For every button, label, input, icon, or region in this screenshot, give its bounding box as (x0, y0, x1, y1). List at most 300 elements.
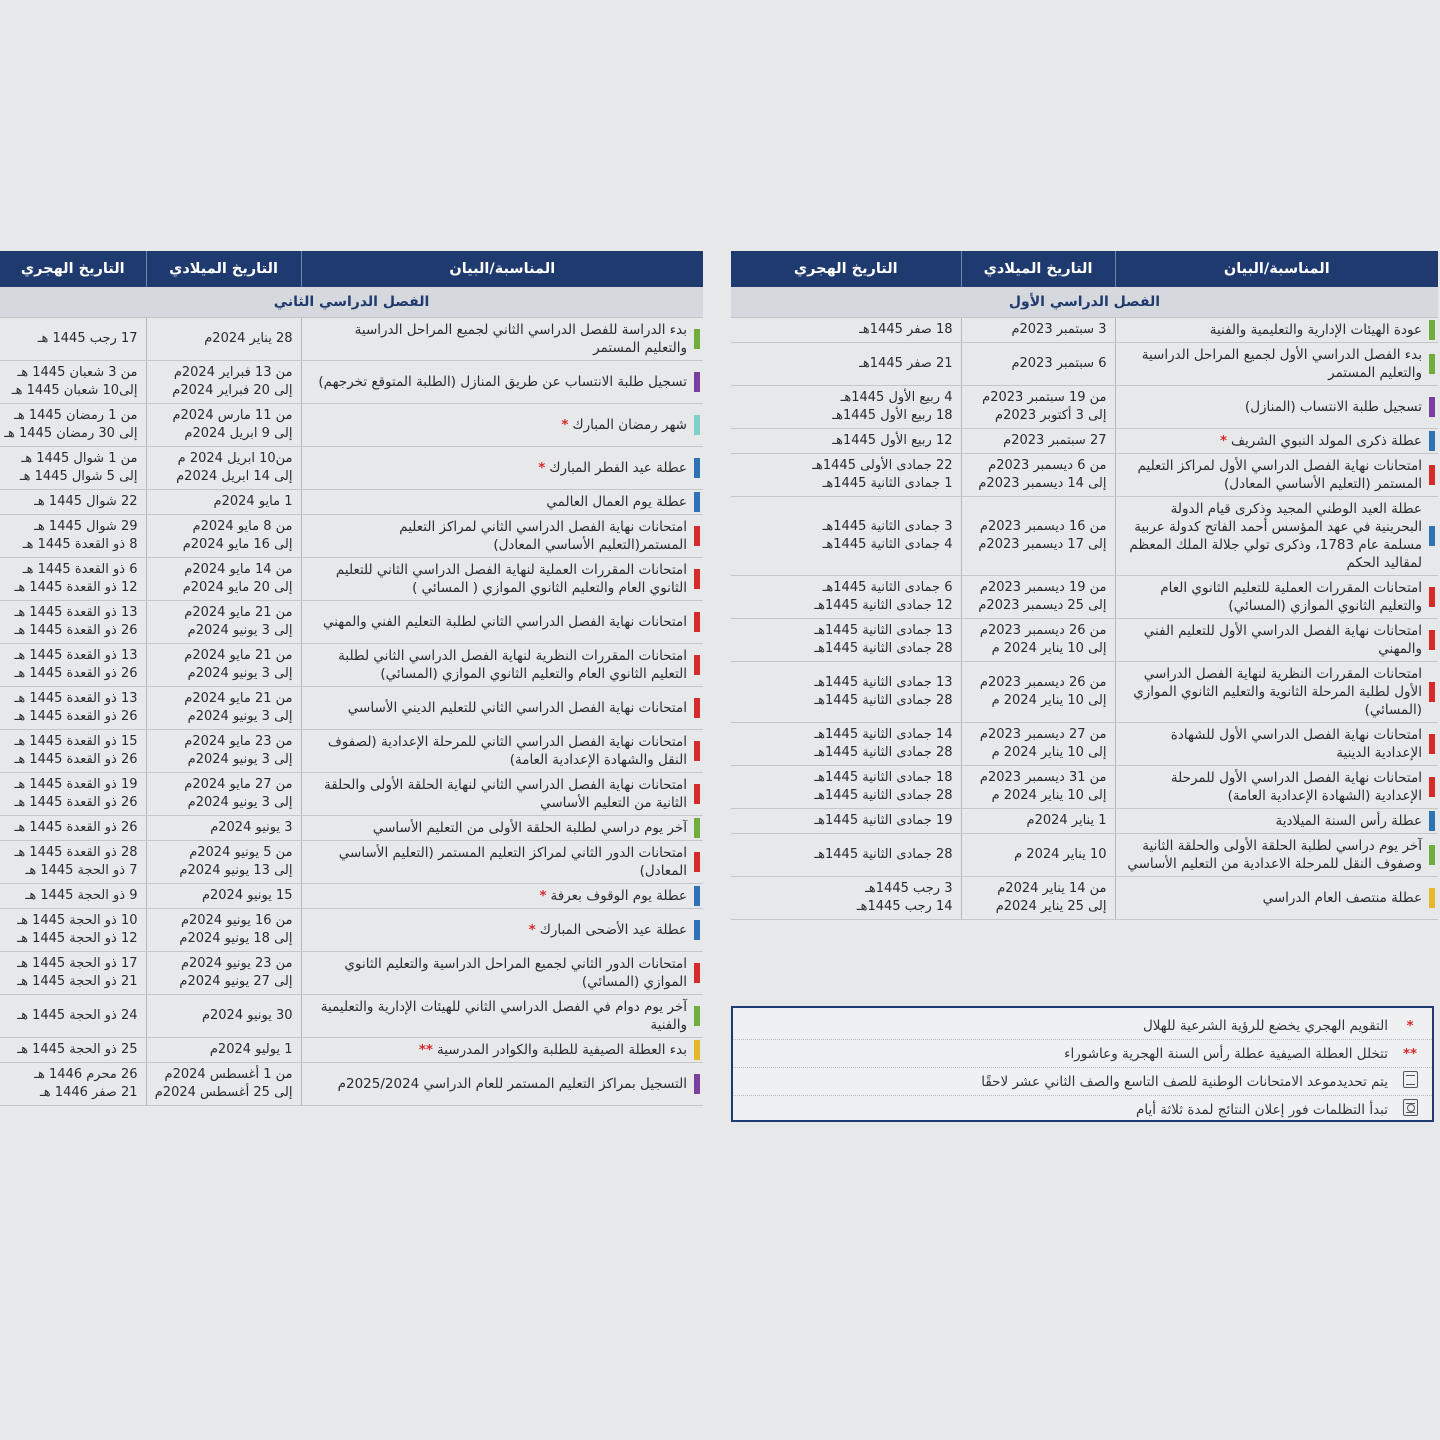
footnote-row (733, 1012, 1432, 1040)
hijri-date-cell (731, 619, 961, 662)
gregorian-date-cell (146, 909, 301, 952)
category-color-bar (694, 612, 700, 632)
event-cell (301, 361, 703, 404)
footnote-text: تبدأ التظلمات فور إعلان النتائج لمدة ثلاثة أيام (1136, 1101, 1388, 1118)
date-line: 3 رجب 1445هـ (865, 881, 953, 896)
event-text: شهر رمضان المبارك (572, 417, 687, 433)
table-header-row (731, 251, 1438, 287)
date-line: 10 يناير 2024 م (1014, 847, 1107, 862)
date-line: 26 محرم 1446 هـ (34, 1067, 138, 1082)
header-event: المناسبة/البيان (1115, 251, 1438, 287)
hijri-date-cell (0, 447, 146, 490)
hijri-date-cell (731, 343, 961, 386)
date-line: 12 جمادى الثانية 1445هـ (814, 598, 953, 613)
date-line: إلى 17 ديسمبر 2023م (978, 537, 1107, 552)
gregorian-date-cell (961, 834, 1115, 877)
table-row (0, 884, 703, 909)
table-row (731, 766, 1438, 809)
gregorian-date-cell (146, 841, 301, 884)
date-line: 15 ذو القعدة 1445 هـ (14, 734, 138, 749)
category-color-bar (694, 458, 700, 478)
date-line: 26 ذو القعدة 1445 هـ (14, 820, 138, 835)
semester1-table (731, 251, 1438, 920)
event-text: عطلة عيد الفطر المبارك (549, 460, 687, 476)
date-line: إلى 10 يناير 2024 م (991, 745, 1107, 760)
table-row (0, 447, 703, 490)
event-text: امتحانات نهاية الفصل الدراسي الثاني لمراكز التعليم المستمر(التعليم الأساسي المعادل) (399, 519, 687, 553)
date-line: 26 ذو القعدة 1445 هـ (14, 752, 138, 767)
event-text: تسجيل طلبة الانتساب (المنازل) (1244, 399, 1422, 415)
gregorian-date-cell (146, 773, 301, 816)
event-text: امتحانات نهاية الفصل الدراسي الثاني للتعليم الديني الأساسي (347, 700, 687, 716)
gregorian-date-cell (146, 816, 301, 841)
date-line: 15 يونيو 2024م (201, 888, 293, 903)
event-cell (301, 404, 703, 447)
gregorian-date-cell (961, 766, 1115, 809)
event-text: عطلة رأس السنة الميلادية (1275, 813, 1422, 829)
date-line: 26 ذو القعدة 1445 هـ (14, 795, 138, 810)
footnote-row (733, 1068, 1432, 1096)
event-cell (1115, 386, 1438, 429)
hijri-date-cell (731, 576, 961, 619)
date-line: 26 ذو القعدة 1445 هـ (14, 709, 138, 724)
event-cell (301, 515, 703, 558)
hijri-date-cell (0, 1038, 146, 1063)
exam-paper-icon (1403, 1071, 1418, 1088)
date-line: 13 ذو القعدة 1445 هـ (14, 605, 138, 620)
gregorian-date-cell (146, 730, 301, 773)
semester2-title: الفصل الدراسي الثاني (0, 287, 703, 318)
event-text: بدء الدراسة للفصل الدراسي الثاني لجميع المراحل الدراسية والتعليم المستمر (354, 322, 687, 356)
date-line: 12 ذو القعدة 1445 هـ (14, 580, 138, 595)
hijri-date-cell (0, 1063, 146, 1106)
semester2-table (0, 251, 703, 1106)
date-line: إلى10 شعبان 1445 هـ (11, 383, 138, 398)
gregorian-date-cell (146, 490, 301, 515)
category-color-bar (694, 784, 700, 804)
date-line: 4 ربيع الأول 1445هـ (840, 390, 953, 405)
date-line: من 3 شعبان 1445 هـ (17, 365, 138, 380)
table-row (0, 404, 703, 447)
date-line: من 13 فبراير 2024م (173, 365, 293, 380)
hijri-date-cell (0, 404, 146, 447)
category-color-bar (694, 1074, 700, 1094)
date-line: 28 يناير 2024م (204, 331, 293, 346)
event-text: امتحانات نهاية الفصل الدراسي الأول للتعليم الفني والمهني (1143, 623, 1422, 657)
date-line: إلى 20 مايو 2024م (182, 580, 293, 595)
section-row (0, 287, 703, 318)
date-line: 6 سبتمبر 2023م (1011, 356, 1107, 371)
date-line: إلى 18 يونيو 2024م (179, 931, 293, 946)
table-row (731, 429, 1438, 454)
event-cell (301, 1063, 703, 1106)
gregorian-date-cell (146, 1038, 301, 1063)
date-line: 1 يناير 2024م (1026, 813, 1107, 828)
table-row (731, 343, 1438, 386)
semester1-title: الفصل الدراسي الأول (731, 287, 1438, 318)
date-line: إلى 16 مايو 2024م (182, 537, 293, 552)
date-line: 1 جمادى الثانية 1445هـ (822, 476, 953, 491)
table-row (731, 386, 1438, 429)
event-text: امتحانات المقررات النظرية لنهاية الفصل الدراسي الثاني لطلبة التعليم الثانوي العام والتعليم الثانوي الموازي (المسائي) (338, 648, 687, 682)
gregorian-date-cell (146, 952, 301, 995)
date-line: إلى 3 يونيو 2024م (187, 752, 293, 767)
asterisk-mark: * (528, 922, 536, 938)
date-line: من 16 يونيو 2024م (180, 913, 293, 928)
date-line: إلى 27 يونيو 2024م (179, 974, 293, 989)
category-color-bar (1429, 845, 1435, 865)
date-line: من10 ابريل 2024 م (177, 451, 293, 466)
footnote-row (733, 1096, 1432, 1123)
table-header-row (0, 251, 703, 287)
date-line: 13 جمادى الثانية 1445هـ (814, 675, 953, 690)
gregorian-date-cell (146, 687, 301, 730)
footnote-text: يتم تحديدموعد الامتحانات الوطنية للصف التاسع والصف الثاني عشر لاحقًا (981, 1073, 1388, 1090)
category-color-bar (1429, 431, 1435, 451)
date-line: من 11 مارس 2024م (172, 408, 293, 423)
gregorian-date-cell (961, 429, 1115, 454)
date-line: 21 صفر 1446 هـ (40, 1085, 138, 1100)
event-text: بدء العطلة الصيفية للطلبة والكوادر المدرسية (436, 1042, 687, 1058)
date-line: إلى 10 يناير 2024 م (991, 788, 1107, 803)
table-row (0, 1063, 703, 1106)
date-line: 26 ذو القعدة 1445 هـ (14, 623, 138, 638)
category-color-bar (694, 526, 700, 546)
event-text: آخر يوم دراسي لطلبة الحلقة الأولى والحلقة الثانية وصفوف النقل للمرحلة الاعدادية من التعليم الأساسي (1127, 838, 1422, 872)
date-line: 18 جمادى الثانية 1445هـ (814, 770, 953, 785)
asterisk-mark: ** (418, 1042, 433, 1058)
category-color-bar (1429, 465, 1435, 485)
gregorian-date-cell (146, 404, 301, 447)
date-line: 28 جمادى الثانية 1445هـ (814, 693, 953, 708)
event-cell (301, 816, 703, 841)
category-color-bar (694, 886, 700, 906)
date-line: من 21 مايو 2024م (184, 691, 293, 706)
category-color-bar (694, 655, 700, 675)
hijri-date-cell (731, 834, 961, 877)
event-cell (301, 1038, 703, 1063)
event-cell (1115, 877, 1438, 920)
category-color-bar (694, 698, 700, 718)
table-row (0, 361, 703, 404)
hijri-date-cell (731, 318, 961, 343)
date-line: 7 ذو الحجة 1445 هـ (25, 863, 138, 878)
date-line: من 19 ديسمبر 2023م (979, 580, 1107, 595)
hijri-date-cell (0, 995, 146, 1038)
gregorian-date-cell (961, 386, 1115, 429)
date-line: إلى 9 ابريل 2024م (184, 426, 293, 441)
footnote-symbol (1388, 1099, 1432, 1120)
category-color-bar (1429, 320, 1435, 340)
event-text: امتحانات نهاية الفصل الدراسي الثاني للمرحلة الإعدادية (لصفوف النقل والشهادة الإعدادية العامة) (327, 734, 687, 768)
date-line: 1 يوليو 2024م (209, 1042, 293, 1057)
gregorian-date-cell (146, 318, 301, 361)
header-gregorian: التاريخ الميلادي (146, 251, 301, 287)
date-line: 6 جمادى الثانية 1445هـ (822, 580, 953, 595)
date-line: إلى 20 فبراير 2024م (172, 383, 293, 398)
table-row (0, 841, 703, 884)
table-row (731, 318, 1438, 343)
event-cell (301, 318, 703, 361)
date-line: إلى 10 يناير 2024 م (991, 693, 1107, 708)
event-cell (301, 687, 703, 730)
event-cell (1115, 429, 1438, 454)
event-text: آخر يوم دراسي لطلبة الحلقة الأولى من التعليم الأساسي (372, 820, 687, 836)
date-line: 1 مايو 2024م (213, 494, 293, 509)
hijri-date-cell (0, 952, 146, 995)
hijri-date-cell (0, 816, 146, 841)
table-row (0, 644, 703, 687)
date-line: 28 جمادى الثانية 1445هـ (814, 641, 953, 656)
gregorian-date-cell (961, 576, 1115, 619)
table-row (0, 773, 703, 816)
footnote-row (733, 1040, 1432, 1068)
date-line: من 21 مايو 2024م (184, 605, 293, 620)
gregorian-date-cell (961, 877, 1115, 920)
table-row (0, 318, 703, 361)
date-line: إلى 14 ابريل 2024م (176, 469, 293, 484)
event-text: عطلة العيد الوطني المجيد وذكرى قيام الدولة البحرينية في عهد المؤسس أحمد الفاتح كدولة عربية مسلمة عام 1783، وذكرى تولي جلالة الملك المعظم لمقاليد الحكم (1129, 501, 1422, 571)
hijri-date-cell (0, 601, 146, 644)
table-row (0, 816, 703, 841)
date-line: 28 جمادى الثانية 1445هـ (814, 847, 953, 862)
gregorian-date-cell (146, 361, 301, 404)
gregorian-date-cell (961, 723, 1115, 766)
hijri-date-cell (0, 515, 146, 558)
event-text: عطلة يوم الوقوف بعرفة (550, 888, 687, 904)
event-text: امتحانات نهاية الفصل الدراسي الأول للشهادة الإعدادية الدينية (1170, 727, 1422, 761)
event-cell (301, 773, 703, 816)
date-line: من 14 مايو 2024م (184, 562, 293, 577)
event-text: آخر يوم دوام في الفصل الدراسي الثاني للهيئات الإدارية والتعليمية والفنية (320, 999, 687, 1033)
footnote-text: تتخلل العطلة الصيفية عطلة رأس السنة الهجرية وعاشوراء (1064, 1045, 1388, 1062)
event-text: امتحانات الدور الثاني لجميع المراحل الدراسية والتعليم الثانوي الموازي (المسائي) (344, 956, 687, 990)
table-row (0, 515, 703, 558)
table-row (0, 730, 703, 773)
date-line: إلى 3 يونيو 2024م (187, 709, 293, 724)
table-row (0, 952, 703, 995)
event-text: امتحانات المقررات العملية لنهاية الفصل الدراسي الثاني للتعليم الثانوي العام والتعليم الثانوي الموازي ( المسائي ) (335, 562, 687, 596)
date-line: 21 ذو الحجة 1445 هـ (17, 974, 138, 989)
footnotes-box (731, 1006, 1434, 1122)
table-row (731, 809, 1438, 834)
date-line: من 27 مايو 2024م (184, 777, 293, 792)
section-row (731, 287, 1438, 318)
date-line: إلى 10 يناير 2024 م (991, 641, 1107, 656)
hijri-date-cell (0, 773, 146, 816)
hijri-date-cell (731, 877, 961, 920)
date-line: من 6 ديسمبر 2023م (988, 458, 1107, 473)
table-row (0, 909, 703, 952)
header-event: المناسبة/البيان (301, 251, 703, 287)
date-line: 18 صفر 1445هـ (859, 322, 953, 337)
date-line: 30 يونيو 2024م (201, 1008, 293, 1023)
footnote-symbol (1388, 1071, 1432, 1092)
date-line: 13 ذو القعدة 1445 هـ (14, 691, 138, 706)
hijri-date-cell (0, 909, 146, 952)
event-text: عودة الهيئات الإدارية والتعليمية والفنية (1209, 322, 1422, 338)
date-line: 4 جمادى الثانية 1445هـ (822, 537, 953, 552)
date-line: 28 جمادى الثانية 1445هـ (814, 745, 953, 760)
date-line: 12 ذو الحجة 1445 هـ (17, 931, 138, 946)
event-text: تسجيل طلبة الانتساب عن طريق المنازل (الطلبة المتوقع تخرجهم) (318, 374, 687, 390)
hijri-date-cell (0, 644, 146, 687)
event-text: امتحانات نهاية الفصل الدراسي الثاني لنهاية الحلقة الأولى والحلقة الثانية من التعليم الأساسي (324, 777, 687, 811)
event-text: التسجيل بمراكز التعليم المستمر للعام الدراسي 2025/2024م (337, 1076, 687, 1092)
category-color-bar (694, 569, 700, 589)
asterisk-mark: ** (1402, 1045, 1418, 1062)
category-color-bar (1429, 811, 1435, 831)
semester1-body (731, 287, 1438, 920)
gregorian-date-cell (961, 809, 1115, 834)
date-line: 10 ذو الحجة 1445 هـ (17, 913, 138, 928)
event-cell (1115, 809, 1438, 834)
gregorian-date-cell (961, 497, 1115, 576)
category-color-bar (1429, 397, 1435, 417)
event-cell (1115, 723, 1438, 766)
date-line: 3 جمادى الثانية 1445هـ (822, 519, 953, 534)
hijri-date-cell (731, 429, 961, 454)
event-text: امتحانات المقررات النظرية لنهاية الفصل الدراسي الأول لطلبة المرحلة الثانوية والتعليم الثانوي الموازي (المسائي) (1133, 666, 1422, 718)
event-cell (1115, 619, 1438, 662)
gregorian-date-cell (146, 884, 301, 909)
date-line: من 26 ديسمبر 2023م (979, 675, 1107, 690)
category-color-bar (694, 492, 700, 512)
hijri-date-cell (731, 497, 961, 576)
date-line: 22 جمادى الأولى 1445هـ (812, 458, 953, 473)
asterisk-mark: * (1219, 433, 1228, 449)
event-cell (1115, 318, 1438, 343)
event-cell (301, 490, 703, 515)
date-line: 3 يونيو 2024م (210, 820, 293, 835)
category-color-bar (694, 329, 700, 349)
table-row (0, 601, 703, 644)
date-line: 19 ذو القعدة 1445 هـ (14, 777, 138, 792)
table-row (731, 662, 1438, 723)
gregorian-date-cell (961, 454, 1115, 497)
table-row (0, 558, 703, 601)
event-cell (1115, 576, 1438, 619)
category-color-bar (694, 963, 700, 983)
date-line: 17 رجب 1445 هـ (37, 331, 138, 346)
date-line: إلى 3 يونيو 2024م (187, 795, 293, 810)
gregorian-date-cell (961, 318, 1115, 343)
event-text: عطلة ذكرى المولد النبوي الشريف (1231, 433, 1422, 449)
date-line: إلى 25 أغسطس 2024م (154, 1085, 293, 1100)
gregorian-date-cell (146, 558, 301, 601)
date-line: 22 شوال 1445 هـ (34, 494, 138, 509)
event-cell (301, 558, 703, 601)
gregorian-date-cell (146, 995, 301, 1038)
date-line: 3 سبتمبر 2023م (1011, 322, 1107, 337)
event-cell (1115, 497, 1438, 576)
date-line: إلى 5 شوال 1445 هـ (19, 469, 138, 484)
date-line: 26 ذو القعدة 1445 هـ (14, 666, 138, 681)
category-color-bar (1429, 682, 1435, 702)
date-line: 9 ذو الحجة 1445 هـ (25, 888, 138, 903)
event-cell (301, 730, 703, 773)
date-line: 27 سبتمبر 2023م (1003, 433, 1107, 448)
gregorian-date-cell (146, 601, 301, 644)
date-line: 12 ربيع الأول 1445هـ (832, 433, 953, 448)
gregorian-date-cell (146, 447, 301, 490)
category-color-bar (1429, 526, 1435, 546)
date-line: من 21 مايو 2024م (184, 648, 293, 663)
footnote-symbol (1388, 1018, 1432, 1034)
table-row (0, 995, 703, 1038)
event-cell (301, 644, 703, 687)
category-color-bar (694, 920, 700, 940)
category-color-bar (1429, 888, 1435, 908)
table-row (731, 454, 1438, 497)
hijri-date-cell (0, 841, 146, 884)
date-line: 28 ذو القعدة 1445 هـ (14, 845, 138, 860)
date-line: من 16 ديسمبر 2023م (979, 519, 1107, 534)
date-line: إلى 3 يونيو 2024م (187, 623, 293, 638)
event-text: عطلة يوم العمال العالمي (546, 494, 687, 510)
asterisk-mark: * (539, 888, 547, 904)
event-cell (301, 601, 703, 644)
category-color-bar (694, 1040, 700, 1060)
date-line: إلى 3 أكتوبر 2023م (995, 408, 1107, 423)
date-line: 8 ذو القعدة 1445 هـ (22, 537, 138, 552)
category-color-bar (694, 852, 700, 872)
date-line: 6 ذو القعدة 1445 هـ (22, 562, 138, 577)
date-line: 19 جمادى الثانية 1445هـ (814, 813, 953, 828)
date-line: 17 ذو الحجة 1445 هـ (17, 956, 138, 971)
footnote-text: التقويم الهجري يخضع للرؤية الشرعية للهلال (1142, 1017, 1388, 1034)
date-line: من 19 سبتمبر 2023م (982, 390, 1107, 405)
table-row (731, 723, 1438, 766)
gregorian-date-cell (146, 515, 301, 558)
event-cell (1115, 834, 1438, 877)
header-hijri: التاريخ الهجري (731, 251, 961, 287)
date-line: 18 ربيع الأول 1445هـ (832, 408, 953, 423)
hijri-date-cell (731, 386, 961, 429)
date-line: من 1 شوال 1445 هـ (21, 451, 138, 466)
category-color-bar (694, 415, 700, 435)
event-cell (1115, 766, 1438, 809)
date-line: إلى 30 رمضان 1445 هـ (4, 426, 138, 441)
date-line: من 31 ديسمبر 2023م (979, 770, 1107, 785)
event-cell (1115, 343, 1438, 386)
category-color-bar (1429, 354, 1435, 374)
event-cell (1115, 662, 1438, 723)
hijri-date-cell (0, 318, 146, 361)
category-color-bar (1429, 630, 1435, 650)
event-cell (301, 841, 703, 884)
event-text: امتحانات المقررات العملية للتعليم الثانوي العام والتعليم الثانوي الموازي (المسائي) (1160, 580, 1422, 614)
date-line: من 1 أغسطس 2024م (164, 1067, 293, 1082)
hijri-date-cell (0, 558, 146, 601)
hijri-date-cell (0, 361, 146, 404)
gregorian-date-cell (146, 1063, 301, 1106)
category-color-bar (1429, 587, 1435, 607)
hijri-date-cell (0, 490, 146, 515)
semester2-body (0, 287, 703, 1106)
hijri-date-cell (731, 809, 961, 834)
event-text: بدء الفصل الدراسي الأول لجميع المراحل الدراسية والتعليم المستمر (1141, 347, 1422, 381)
event-cell (1115, 454, 1438, 497)
date-line: 13 جمادى الثانية 1445هـ (814, 623, 953, 638)
date-line: 21 صفر 1445هـ (859, 356, 953, 371)
table-row (731, 877, 1438, 920)
asterisk-mark: * (538, 460, 546, 476)
event-text: عطلة عيد الأضحى المبارك (539, 922, 687, 938)
hijri-date-cell (0, 687, 146, 730)
date-line: إلى 25 ديسمبر 2023م (978, 598, 1107, 613)
gregorian-date-cell (961, 662, 1115, 723)
